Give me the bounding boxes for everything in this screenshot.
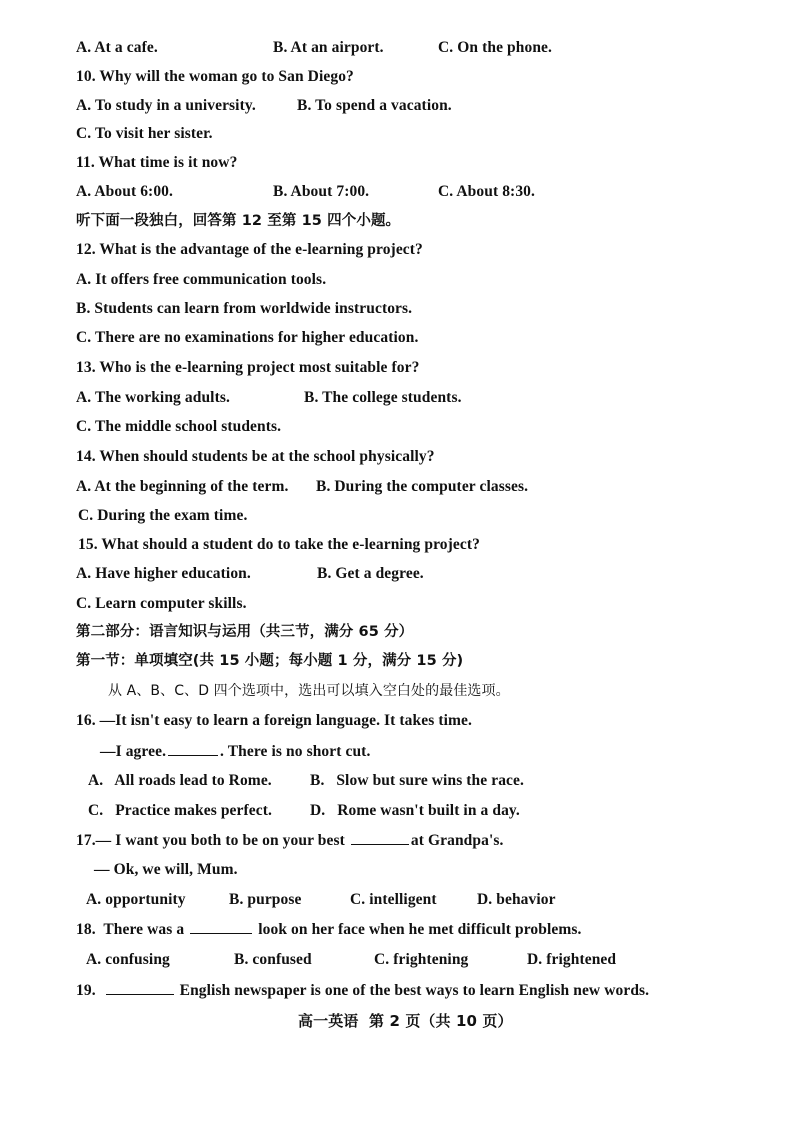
q15-question: 15. What should a student do to take the e-learning project?	[78, 536, 480, 553]
q17-option-a: A. opportunity	[86, 891, 186, 908]
q17-line1-post: at Grandpa's.	[410, 832, 504, 849]
q16-option-c: C. Practice makes perfect.	[88, 802, 272, 819]
q19-answer-blank	[106, 980, 174, 995]
q16-line1: 16. —It isn't easy to learn a foreign language. It takes time.	[76, 712, 472, 729]
q16-answer-blank	[168, 741, 218, 756]
q12-option-a: A. It offers free communication tools.	[76, 271, 327, 288]
q16-option-b: B. Slow but sure wins the race.	[310, 772, 524, 789]
q18-option-b: B. confused	[234, 951, 312, 968]
q11-option-c: C. About 8:30.	[438, 183, 535, 200]
q13-question: 13. Who is the e-learning project most suitable for?	[76, 359, 420, 376]
q17-option-c: C. intelligent	[350, 891, 437, 908]
q18-post: look on her face when he met difficult problems.	[258, 921, 582, 938]
q9-option-b: B. At an airport.	[273, 39, 384, 56]
section1-title: 第一节：单项填空(共 15 小题；每小题 1 分，满分 15 分)	[76, 653, 464, 669]
q12-question: 12. What is the advantage of the e-learning project?	[76, 241, 423, 258]
q18-line	[76, 919, 581, 940]
q10-question: 10. Why will the woman go to San Diego?	[76, 68, 354, 85]
q17-answer-blank	[351, 830, 409, 845]
q16-line2-pre: —I agree.	[100, 743, 167, 760]
page-footer: 高一英语 第 2 页（共 10 页）	[298, 1012, 513, 1030]
q19-num: 19.	[76, 982, 96, 999]
q17-option-b: B. purpose	[229, 891, 302, 908]
q10-option-c: C. To visit her sister.	[76, 125, 213, 142]
q18-pre: 18. There was a	[76, 921, 185, 938]
q11-question: 11. What time is it now?	[76, 154, 238, 171]
q17-line1	[76, 830, 503, 851]
monologue-instruction: 听下面一段独白，回答第 12 至第 15 四个小题。	[76, 213, 401, 229]
q18-option-c: C. frightening	[374, 951, 469, 968]
q18-answer-blank	[190, 919, 252, 934]
q19-post: English newspaper is one of the best ways to learn English new words.	[179, 982, 650, 999]
part2-title: 第二部分：语言知识与运用（共三节，满分 65 分）	[76, 624, 414, 640]
q12-option-c: C. There are no examinations for higher education.	[76, 329, 419, 346]
q10-option-a: A. To study in a university.	[76, 97, 256, 114]
section1-instruction: 从 A、B、C、D 四个选项中，选出可以填入空白处的最佳选项。	[108, 683, 510, 699]
q13-option-b: B. The college students.	[304, 389, 462, 406]
q13-option-a: A. The working adults.	[76, 389, 230, 406]
q17-option-d: D. behavior	[477, 891, 556, 908]
q17-line1-pre: 17.— I want you both to be on your best	[76, 832, 345, 849]
q16-option-d: D. Rome wasn't built in a day.	[310, 802, 520, 819]
q16-line2	[100, 741, 370, 762]
q18-option-d: D. frightened	[527, 951, 617, 968]
q12-option-b: B. Students can learn from worldwide instructors.	[76, 300, 413, 317]
q19-line	[76, 980, 649, 1001]
q15-option-b: B. Get a degree.	[317, 565, 424, 582]
q14-question: 14. When should students be at the school physically?	[76, 448, 435, 465]
q11-option-a: A. About 6:00.	[76, 183, 173, 200]
q11-option-b: B. About 7:00.	[273, 183, 370, 200]
q16-line2-post: . There is no short cut.	[220, 743, 371, 760]
q10-option-b: B. To spend a vacation.	[297, 97, 452, 114]
q14-option-b: B. During the computer classes.	[316, 478, 529, 495]
q14-option-c: C. During the exam time.	[78, 507, 248, 524]
q18-option-a: A. confusing	[86, 951, 170, 968]
q16-option-a: A. All roads lead to Rome.	[88, 772, 272, 789]
q17-line2: — Ok, we will, Mum.	[94, 861, 238, 878]
q13-option-c: C. The middle school students.	[76, 418, 282, 435]
q9-option-c: C. On the phone.	[438, 39, 552, 56]
q15-option-c: C. Learn computer skills.	[76, 595, 247, 612]
q14-option-a: A. At the beginning of the term.	[76, 478, 289, 495]
q9-option-a: A. At a cafe.	[76, 39, 158, 56]
q15-option-a: A. Have higher education.	[76, 565, 251, 582]
